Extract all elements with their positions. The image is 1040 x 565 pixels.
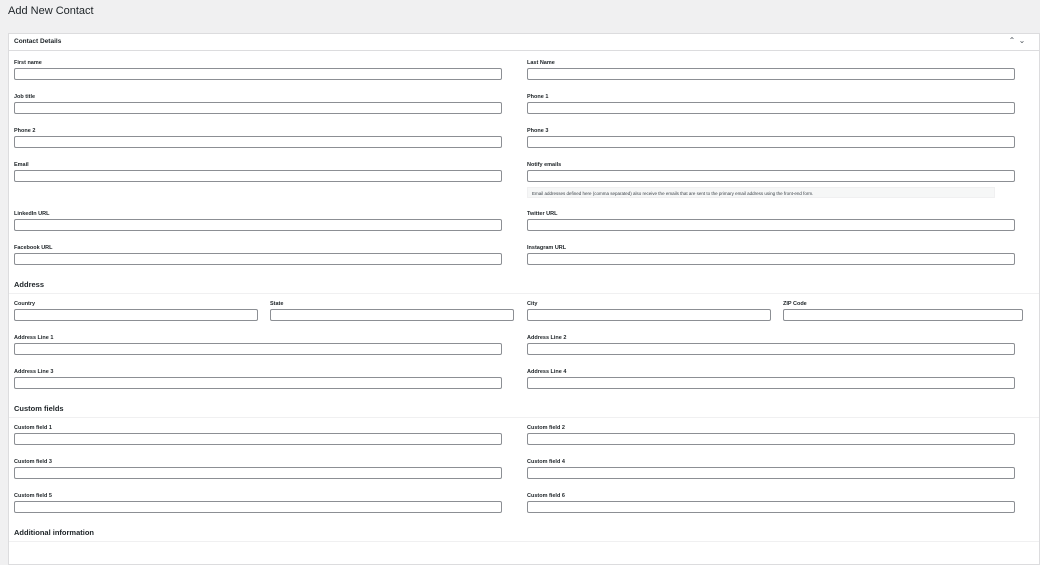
country-label: Country (14, 301, 36, 307)
address-line2-label: Address Line 2 (527, 335, 567, 341)
phone3-label: Phone 3 (527, 128, 549, 134)
custom-field2-label: Custom field 2 (527, 425, 565, 431)
facebook-input[interactable] (14, 253, 502, 265)
custom-fields-divider (9, 417, 1039, 418)
phone3-input[interactable] (527, 136, 1015, 148)
linkedin-label: LinkedIn URL (14, 211, 50, 217)
custom-field5-input[interactable] (14, 501, 502, 513)
custom-fields-section-title: Custom fields (14, 404, 64, 413)
address-section-title: Address (14, 280, 45, 289)
custom-field3-input[interactable] (14, 467, 502, 479)
address-divider (9, 293, 1039, 294)
address-line2-input[interactable] (527, 343, 1015, 355)
chevron-down-icon[interactable]: ⌄ (1018, 36, 1028, 45)
instagram-label: Instagram URL (527, 245, 567, 251)
address-line3-input[interactable] (14, 377, 502, 389)
city-label: City (527, 301, 538, 307)
panel-header (9, 34, 1039, 51)
email-input[interactable] (14, 170, 502, 182)
custom-field6-input[interactable] (527, 501, 1015, 513)
custom-field1-input[interactable] (14, 433, 502, 445)
address-line4-label: Address Line 4 (527, 369, 567, 375)
page-title: Add New Contact (8, 5, 94, 17)
job-title-input[interactable] (14, 102, 502, 114)
address-line1-label: Address Line 1 (14, 335, 54, 341)
zip-input[interactable] (783, 309, 1023, 321)
custom-field2-input[interactable] (527, 433, 1015, 445)
chevron-up-icon[interactable]: ⌃ (1008, 36, 1018, 45)
facebook-label: Facebook URL (14, 245, 53, 251)
linkedin-input[interactable] (14, 219, 502, 231)
custom-field1-label: Custom field 1 (14, 425, 52, 431)
notify-emails-label: Notify emails (527, 162, 562, 168)
state-label: State (270, 301, 284, 307)
state-input[interactable] (270, 309, 514, 321)
email-label: Email (14, 162, 29, 168)
first-name-label: First name (14, 60, 42, 66)
twitter-label: Twitter URL (527, 211, 558, 217)
additional-info-section-title: Additional information (14, 528, 94, 537)
custom-field5-label: Custom field 5 (14, 493, 52, 499)
panel-toggles (1008, 36, 1028, 45)
notify-emails-input[interactable] (527, 170, 1015, 182)
additional-info-divider (9, 541, 1039, 542)
instagram-input[interactable] (527, 253, 1015, 265)
address-line1-input[interactable] (14, 343, 502, 355)
phone1-label: Phone 1 (527, 94, 549, 100)
last-name-label: Last Name (527, 60, 555, 66)
custom-field3-label: Custom field 3 (14, 459, 52, 465)
address-line4-input[interactable] (527, 377, 1015, 389)
custom-field4-label: Custom field 4 (527, 459, 565, 465)
custom-field4-input[interactable] (527, 467, 1015, 479)
last-name-input[interactable] (527, 68, 1015, 80)
twitter-input[interactable] (527, 219, 1015, 231)
address-line3-label: Address Line 3 (14, 369, 54, 375)
country-input[interactable] (14, 309, 258, 321)
notify-emails-note: Email addresses defined here (comma separated) also receive the emails that are sent to the primary email address using the front-end form. (527, 187, 995, 198)
custom-field6-label: Custom field 6 (527, 493, 565, 499)
panel-title: Contact Details (14, 38, 62, 45)
zip-label: ZIP Code (783, 301, 807, 307)
phone2-input[interactable] (14, 136, 502, 148)
phone2-label: Phone 2 (14, 128, 36, 134)
job-title-label: Job title (14, 94, 36, 100)
city-input[interactable] (527, 309, 771, 321)
contact-details-panel (8, 33, 1040, 565)
phone1-input[interactable] (527, 102, 1015, 114)
first-name-input[interactable] (14, 68, 502, 80)
